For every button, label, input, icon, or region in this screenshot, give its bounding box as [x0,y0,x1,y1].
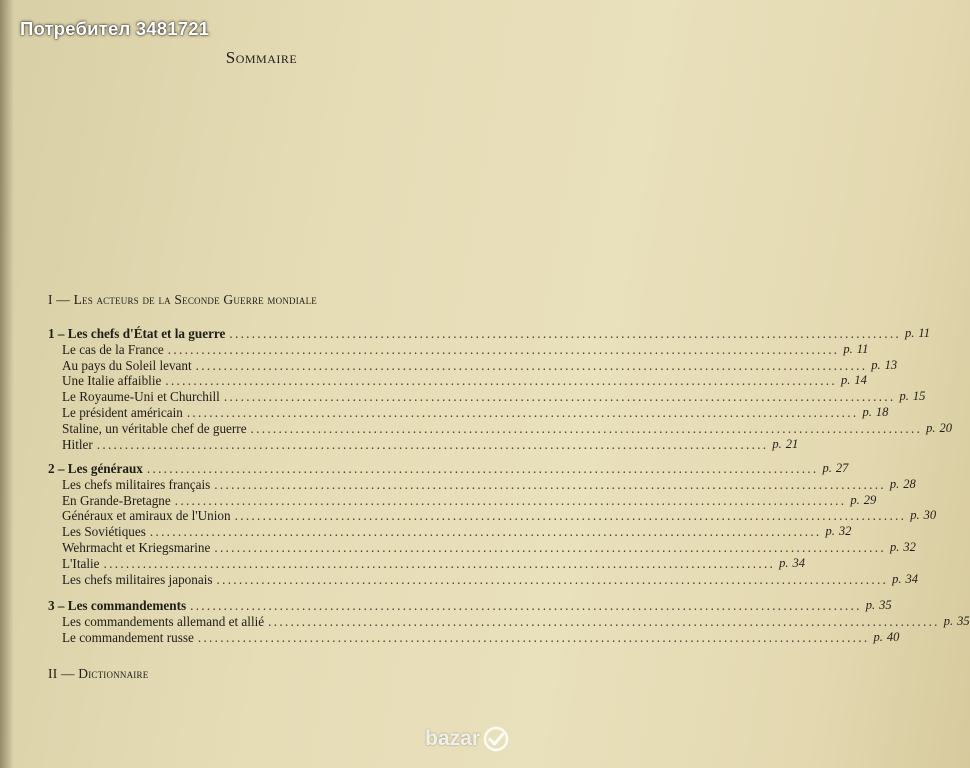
toc-entry [48,341,869,358]
toc-page: p. 18 [862,404,889,419]
toc-page: p. 20 [926,420,953,435]
dot-leader: ........................................................................................................................ [197,629,870,645]
toc-page: p. 35 [943,613,970,628]
brand-watermark [425,726,509,752]
dot-leader: ........................................................................................................................ [103,555,776,571]
checkmark-icon [483,726,509,752]
dot-leader: ........................................................................................................................ [186,404,859,420]
toc-page: p. 32 [825,524,852,539]
toc-entry [48,436,799,453]
dot-leader: ........................................................................................................................ [190,598,862,613]
toc-label: Une Italie affaiblie [62,373,162,389]
toc-page: p. 27 [822,461,849,475]
toc-page: p. 34 [892,571,919,586]
dot-leader: ........................................................................................................................ [268,613,940,629]
toc-label: Les chefs militaires français [62,476,211,492]
toc-page: p. 15 [899,389,926,404]
toc-label: Le cas de la France [62,341,164,357]
toc-page: p. 29 [850,492,877,507]
toc-entry [48,613,970,630]
toc-page: p. 30 [910,508,937,523]
part-heading-2 [48,666,148,682]
toc-label: Au pays du Soleil levant [62,357,192,373]
toc-page: p. 34 [779,555,806,570]
dot-leader: ........................................................................................................................ [146,461,819,476]
toc-entry [48,571,919,588]
toc-label: Le président américain [62,404,183,420]
toc-entry [48,524,852,540]
toc-entry [48,357,898,374]
dot-leader: ........................................................................................................................ [214,539,886,555]
toc-page: p. 32 [889,539,916,554]
dot-leader: ........................................................................................................................ [174,492,847,508]
toc-label: Wehrmacht et Kriegsmarine [62,539,211,555]
toc-entry [48,404,889,421]
page-title: Sommaire [225,48,298,67]
part-dash: — [56,292,70,307]
dot-leader: ........................................................................................................................ [229,326,902,341]
toc-page: p. 11 [905,326,930,340]
toc-page: p. 21 [772,436,799,451]
toc-entry [48,629,900,646]
part-numeral: II [48,666,58,681]
dot-leader: ........................................................................................................................ [195,357,868,373]
toc-label: L'Italie [62,555,100,571]
toc-entry [48,539,916,556]
toc-chapter-heading [48,461,849,477]
dot-leader: ........................................................................................................................ [149,524,822,540]
toc-page: p. 40 [873,629,900,644]
toc-page: p. 14 [840,373,867,388]
seller-watermark: Потребител 3481721 [20,18,210,39]
toc-entry [48,420,953,437]
dot-leader: ........................................................................................................................ [223,389,896,405]
toc-label: Généraux et amiraux de l'Union [62,508,231,524]
dot-leader: ........................................................................................................................ [214,476,886,492]
toc-entry [48,555,806,572]
toc-entry [48,389,926,405]
toc-chapter-heading [48,326,930,342]
toc-page: p. 13 [871,357,898,372]
toc-page: p. 11 [843,341,869,356]
dot-leader: ........................................................................................................................ [165,373,837,389]
brand-watermark-text: bazar [425,727,480,750]
toc-label: En Grande-Bretagne [62,492,171,508]
part-title: Les acteurs de la Seconde Guerre mondiale [73,292,318,307]
toc-label: Le commandement russe [62,629,194,645]
page-binding-shadow [0,0,14,768]
chapter-1 [48,326,953,452]
part-title: Dictionnaire [78,666,149,681]
part-dash: — [60,666,75,681]
toc-label: Les commandements allemand et allié [62,613,265,629]
chapter-3 [48,598,970,645]
part-numeral: I [48,292,53,307]
dot-leader: ........................................................................................................................ [250,420,923,436]
toc-label: Hitler [62,436,93,452]
dot-leader: ........................................................................................................................ [216,571,889,587]
toc-label: Staline, un véritable chef de guerre [62,420,247,436]
part-heading-1 [48,292,317,308]
toc-label: Le Royaume-Uni et Churchill [62,389,220,405]
toc-entry [48,492,877,509]
toc-page: p. 35 [865,598,892,612]
toc-label: Les chefs militaires japonais [62,571,213,587]
toc-entry [48,508,937,524]
chapter-2 [48,461,937,587]
toc-chapter-heading [48,598,892,614]
toc-label: 2 – Les généraux [48,461,143,476]
toc-entry [48,476,916,493]
toc-label: 1 – Les chefs d'État et la guerre [48,326,226,341]
toc-label: 3 – Les commandements [48,598,187,613]
toc-label: Les Soviétiques [62,524,146,540]
dot-leader: ........................................................................................................................ [234,508,907,524]
toc-page: p. 28 [889,476,916,491]
toc-entry [48,373,867,389]
dot-leader: ........................................................................................................................ [167,341,840,357]
dot-leader: ........................................................................................................................ [96,436,769,452]
